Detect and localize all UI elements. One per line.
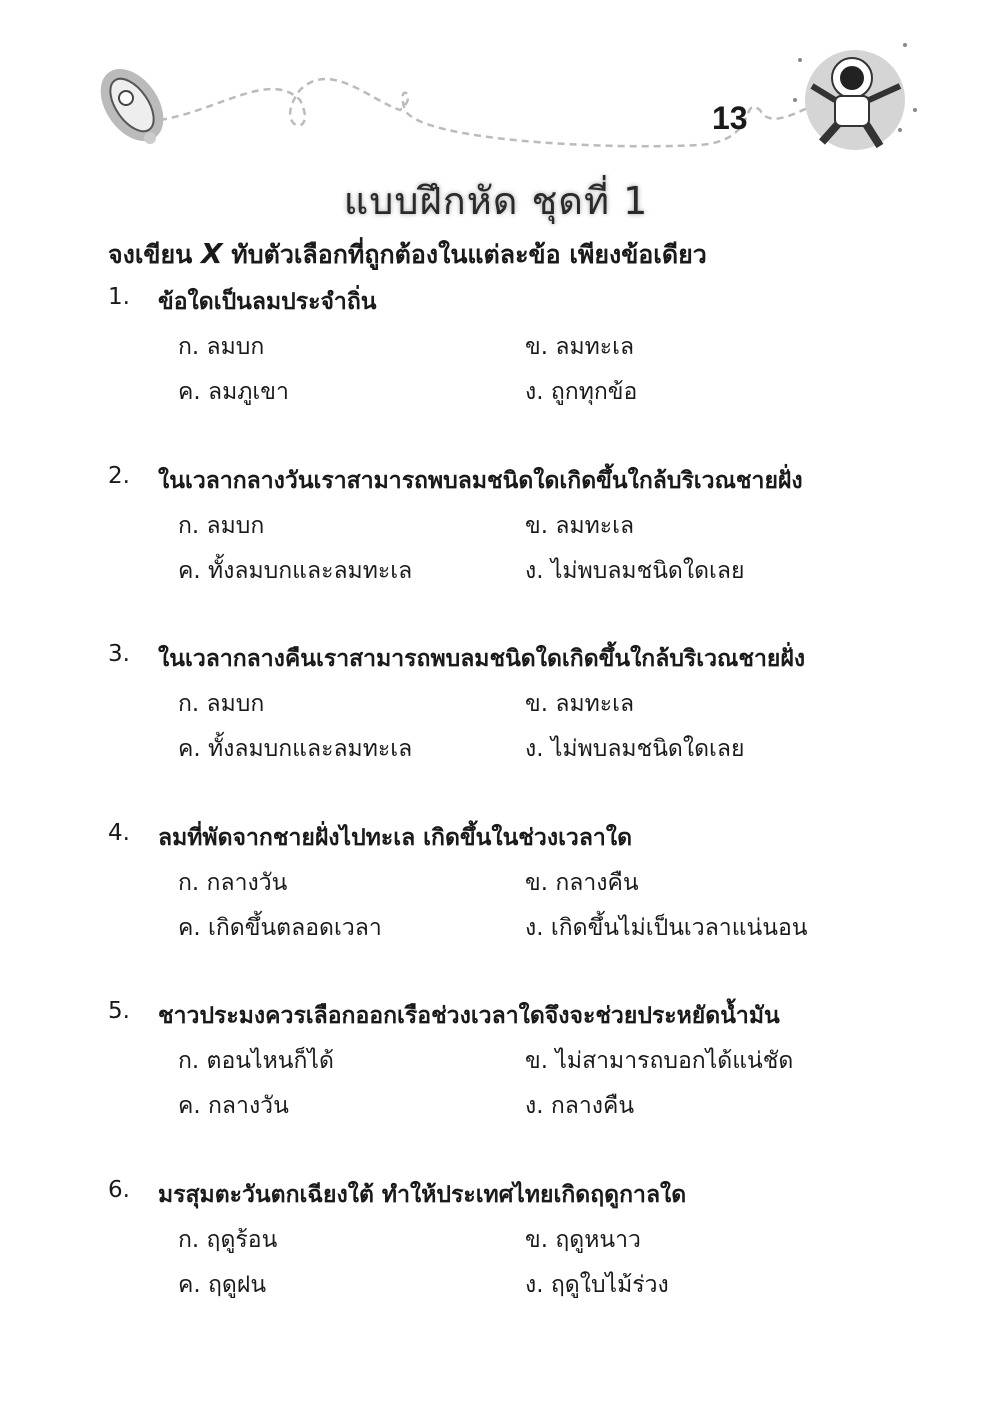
answer-option[interactable]: ข. กลางคืน [525,869,639,896]
instruction-before: จงเขียน [108,240,193,269]
answer-option[interactable]: ก. ลมบก [178,691,265,717]
question-text: ชาวประมงควรเลือกออกเรือช่วงเวลาใดจึงจะช่วยประหยัดน้ำมัน [158,1003,780,1029]
answer-option[interactable]: ง. ไม่พบลมชนิดใดเลย [525,557,745,584]
astronaut-icon [793,43,917,150]
answer-option[interactable]: ค. ฤดูฝน [178,1271,267,1298]
answer-option[interactable]: ค. ทั้งลมบกและลมทะเล [178,736,413,762]
question-number: 2. [108,462,130,489]
answer-option[interactable]: ก. ตอนไหนก็ได้ [178,1048,334,1074]
answer-option[interactable]: ง. เกิดขึ้นไม่เป็นเวลาแน่นอน [525,914,808,941]
rocket-icon [88,57,176,152]
question-5 [0,998,992,1168]
x-mark-icon: X [200,237,223,270]
answer-option[interactable]: ค. ลมภูเขา [178,379,289,405]
question-text: มรสุมตะวันตกเฉียงใต้ ทำให้ประเทศไทยเกิดฤดูกาลใด [158,1181,687,1208]
page-number: 13 [712,100,748,136]
answer-option[interactable]: ง. กลางคืน [525,1093,635,1119]
question-number: 5. [108,998,130,1024]
answer-option[interactable]: ก. กลางวัน [178,869,288,896]
question-text: ลมที่พัดจากชายฝั่งไปทะเล เกิดขึ้นในช่วงเวลาใด [158,824,633,851]
answer-option[interactable]: ค. กลางวัน [178,1093,289,1119]
question-text: ในเวลากลางคืนเราสามารถพบลมชนิดใดเกิดขึ้นใกล้บริเวณชายฝั่ง [158,646,806,672]
answer-option[interactable]: ค. ทั้งลมบกและลมทะเล [178,557,413,584]
answer-option[interactable]: ข. ลมทะเล [525,512,635,539]
page-title: แบบฝึกหัด ชุดที่ 1 [343,179,649,223]
answer-option[interactable]: ก. ฤดูร้อน [178,1226,278,1253]
answer-option[interactable]: ข. ไม่สามารถบอกได้แน่ชัด [525,1048,794,1074]
question-text: ในเวลากลางวันเราสามารถพบลมชนิดใดเกิดขึ้นใกล้บริเวณชายฝั่ง [158,467,803,494]
answer-option[interactable]: ค. เกิดขึ้นตลอดเวลา [178,914,382,941]
answer-option[interactable]: ข. ลมทะเล [525,334,635,360]
question-number: 1. [108,284,130,310]
answer-option[interactable]: ก. ลมบก [178,512,265,539]
question-2 [0,463,992,633]
question-1 [0,284,992,454]
answer-option[interactable]: ก. ลมบก [178,334,265,360]
answer-option[interactable]: ง. ฤดูใบไม้ร่วง [525,1271,669,1298]
question-text: ข้อใดเป็นลมประจำถิ่น [158,289,377,315]
answer-option[interactable]: ง. ไม่พบลมชนิดใดเลย [525,736,745,762]
instruction-after: ทับตัวเลือกที่ถูกต้องในแต่ละข้อ เพียงข้อเดียว [231,240,707,269]
answer-option[interactable]: ง. ถูกทุกข้อ [525,379,638,405]
question-3 [0,641,992,811]
answer-option[interactable]: ข. ลมทะเล [525,691,635,717]
instruction [108,235,707,275]
question-4 [0,820,992,990]
answer-option[interactable]: ข. ฤดูหนาว [525,1226,641,1253]
header-decoration [0,0,992,170]
question-6 [0,1177,992,1347]
question-number: 4. [108,819,130,846]
question-number: 3. [108,641,130,667]
question-number: 6. [108,1176,130,1203]
